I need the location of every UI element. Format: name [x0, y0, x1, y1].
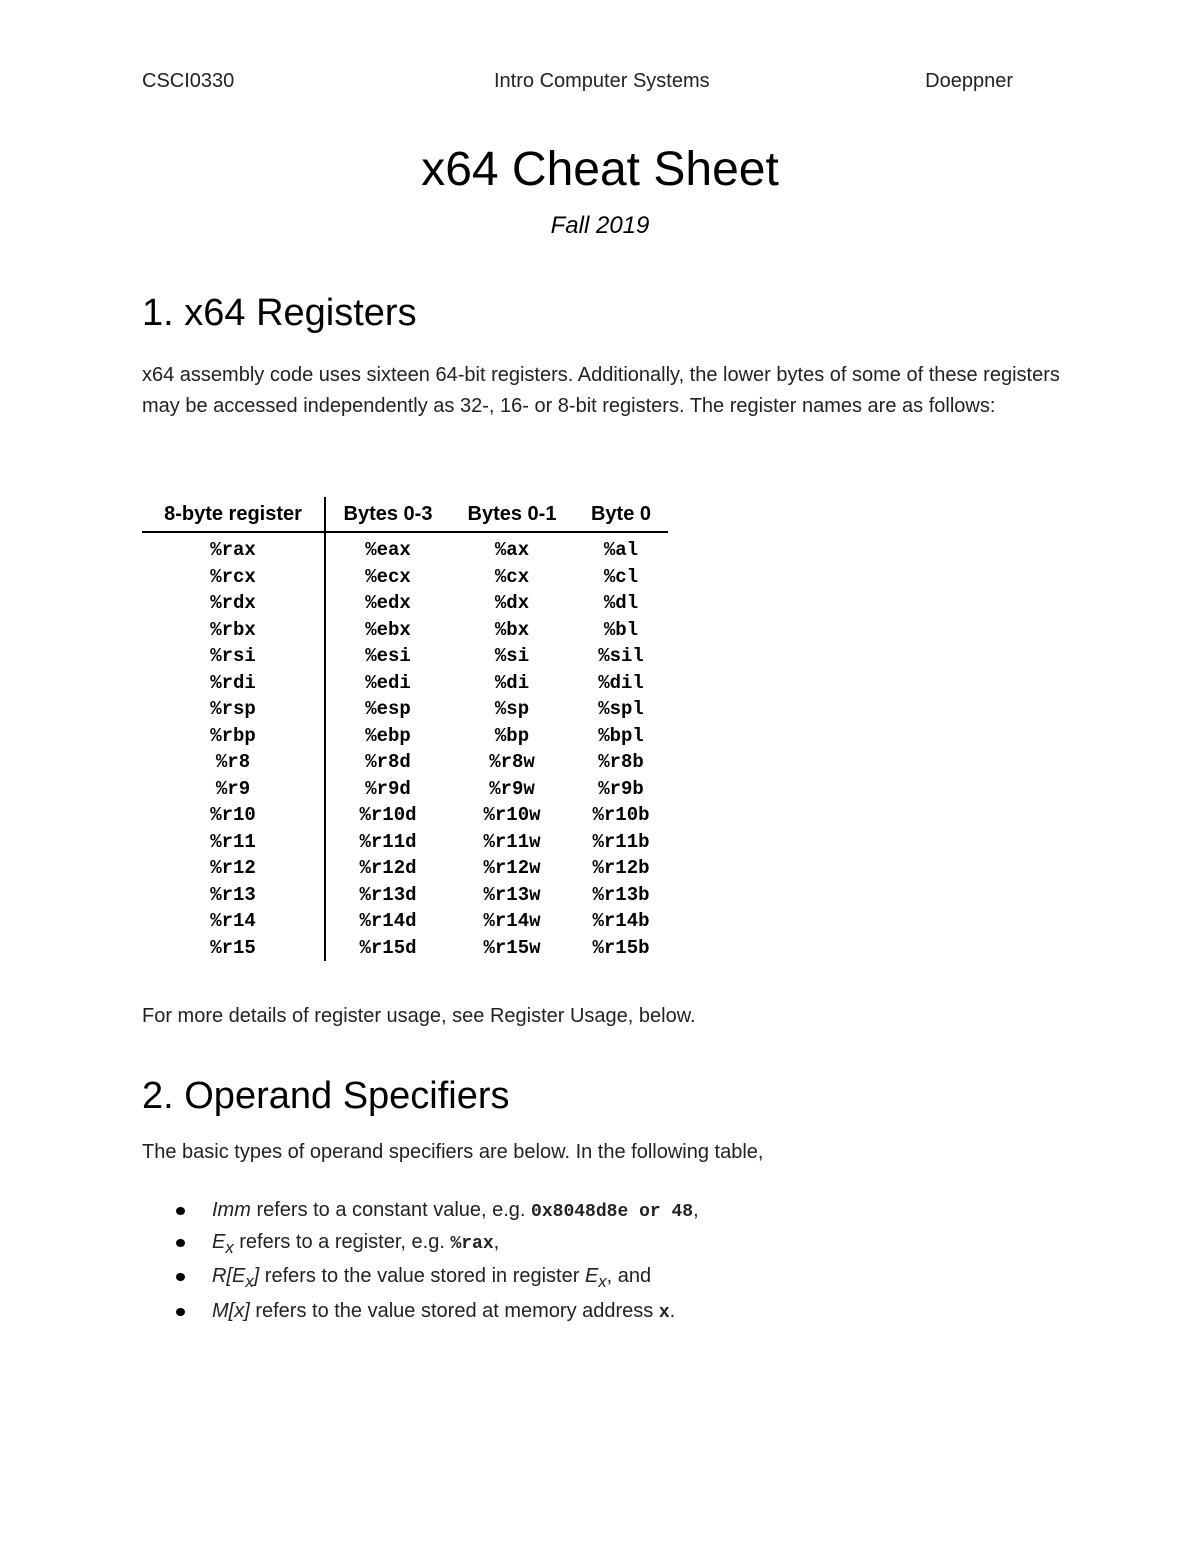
term-base: E	[212, 1230, 226, 1253]
table-row	[142, 882, 668, 909]
register-16bit-cell: %r13w	[483, 883, 541, 906]
table-row	[142, 749, 668, 776]
column-header-byte-0: Byte 0	[574, 497, 668, 532]
section-2-heading: 2. Operand Specifiers	[142, 1075, 510, 1117]
document-subtitle: Fall 2019	[550, 212, 650, 239]
register-32bit-cell: %r13d	[359, 883, 417, 906]
register-64bit-cell: %r15	[142, 935, 325, 962]
operand-specifier-list	[142, 1196, 699, 1328]
register-8bit-cell: %r8b	[598, 751, 644, 774]
register-32bit-cell: %r15d	[359, 936, 417, 959]
bullet-icon	[176, 1239, 185, 1247]
list-item-memory	[212, 1297, 699, 1329]
register-64bit-cell: %r13	[142, 882, 325, 909]
term-close: ]	[253, 1265, 260, 1287]
register-32bit-cell: %ecx	[365, 565, 411, 588]
register-32bit-cell: %r8d	[365, 751, 411, 774]
bullet-icon	[176, 1207, 185, 1215]
register-8bit-cell: %bl	[603, 618, 639, 641]
term-base: R[E	[212, 1265, 246, 1287]
table-row	[142, 532, 668, 564]
table-row	[142, 829, 668, 856]
register-8bit-cell: %r12b	[592, 857, 650, 880]
register-8bit-cell: %r13b	[592, 883, 650, 906]
register-8bit-cell: %r9b	[598, 777, 644, 800]
register-16bit-cell: %r12w	[483, 857, 541, 880]
register-64bit-cell: %r12	[142, 855, 325, 882]
bullet-icon	[176, 1273, 185, 1281]
section-2-intro: The basic types of operand specifiers are below. In the following table,	[142, 1141, 764, 1163]
register-table-header-row	[142, 497, 668, 532]
item-var: x	[658, 1302, 670, 1323]
register-64bit-cell: %rsi	[142, 643, 325, 670]
register-8bit-cell: %sil	[598, 645, 644, 668]
item-text: refers to a register, e.g.	[233, 1230, 451, 1253]
register-32bit-cell: %esi	[365, 645, 411, 668]
register-64bit-cell: %r10	[142, 802, 325, 829]
register-64bit-cell: %rcx	[142, 564, 325, 591]
header-course-code: CSCI0330	[142, 70, 235, 92]
register-64bit-cell: %r11	[142, 829, 325, 856]
register-8bit-cell: %dl	[603, 592, 639, 615]
register-8bit-cell: %dil	[598, 671, 644, 694]
register-8bit-cell: %bpl	[598, 724, 644, 747]
term-subscript: x	[225, 1237, 234, 1257]
section-1-heading: 1. x64 Registers	[142, 292, 417, 334]
register-8bit-cell: %r15b	[592, 936, 650, 959]
register-64bit-cell: %r14	[142, 908, 325, 935]
list-item-register-value	[212, 1262, 699, 1297]
item-code: %rax	[450, 1233, 494, 1254]
register-32bit-cell: %edx	[365, 592, 411, 615]
register-32bit-cell: %r12d	[359, 857, 417, 880]
item-tail: , and	[606, 1265, 652, 1287]
register-8bit-cell: %al	[603, 539, 639, 562]
register-64bit-cell: %r8	[142, 749, 325, 776]
register-16bit-cell: %r9w	[489, 777, 535, 800]
register-32bit-cell: %r14d	[359, 910, 417, 933]
ref-subscript: x	[598, 1272, 607, 1291]
table-row	[142, 696, 668, 723]
register-32bit-cell: %r9d	[365, 777, 411, 800]
item-tail: ,	[493, 1230, 500, 1253]
bullet-icon	[176, 1308, 185, 1316]
register-16bit-cell: %bp	[494, 724, 530, 747]
register-16bit-cell: %cx	[494, 565, 530, 588]
register-64bit-cell: %rdi	[142, 670, 325, 697]
item-text: refers to a constant value, e.g.	[250, 1199, 532, 1221]
register-8bit-cell: %r10b	[592, 804, 650, 827]
register-16bit-cell: %ax	[494, 539, 530, 562]
register-usage-note: For more details of register usage, see Register Usage, below.	[142, 1005, 696, 1027]
term-mx: M[x]	[212, 1299, 250, 1322]
register-16bit-cell: %si	[494, 645, 530, 668]
list-item-imm	[212, 1196, 699, 1228]
register-64bit-cell: %r9	[142, 776, 325, 803]
table-row	[142, 935, 668, 962]
table-row	[142, 617, 668, 644]
register-32bit-cell: %eax	[365, 539, 411, 562]
item-tail: ,	[693, 1199, 699, 1221]
document-title: x64 Cheat Sheet	[421, 143, 779, 196]
register-32bit-cell: %r10d	[359, 804, 417, 827]
item-text: refers to the value stored in register	[259, 1265, 585, 1287]
column-header-8-byte: 8-byte register	[142, 497, 325, 532]
register-64bit-cell: %rsp	[142, 696, 325, 723]
table-row	[142, 670, 668, 697]
table-row	[142, 643, 668, 670]
table-row	[142, 776, 668, 803]
term-imm: Imm	[212, 1199, 251, 1221]
register-16bit-cell: %r8w	[489, 751, 535, 774]
page-header	[142, 70, 1013, 98]
column-header-bytes-0-3: Bytes 0-3	[325, 497, 450, 532]
register-8bit-cell: %r11b	[592, 830, 650, 853]
register-16bit-cell: %bx	[494, 618, 530, 641]
item-ref	[584, 1265, 607, 1291]
register-64bit-cell: %rbx	[142, 617, 325, 644]
item-code: 0x8048d8e or 48	[531, 1202, 694, 1222]
table-row	[142, 564, 668, 591]
register-16bit-cell: %sp	[494, 698, 530, 721]
register-32bit-cell: %edi	[365, 671, 411, 694]
header-instructor: Doeppner	[925, 70, 1013, 92]
register-32bit-cell: %r11d	[359, 830, 417, 853]
register-16bit-cell: %di	[494, 671, 530, 694]
table-row	[142, 590, 668, 617]
register-32bit-cell: %ebp	[365, 724, 411, 747]
term-rex	[212, 1265, 260, 1291]
register-64bit-cell: %rdx	[142, 590, 325, 617]
term-subscript: x	[245, 1272, 254, 1291]
table-row	[142, 908, 668, 935]
item-tail: .	[669, 1299, 676, 1322]
register-64bit-cell: %rbp	[142, 723, 325, 750]
register-8bit-cell: %r14b	[592, 910, 650, 933]
register-64bit-cell: %rax	[142, 532, 325, 564]
table-row	[142, 855, 668, 882]
register-16bit-cell: %r15w	[483, 936, 541, 959]
register-16bit-cell: %r11w	[483, 830, 541, 853]
ref-base: E	[584, 1265, 599, 1287]
term-ex	[212, 1230, 234, 1257]
table-row	[142, 723, 668, 750]
item-text: refers to the value stored at memory address	[249, 1299, 659, 1322]
column-header-bytes-0-1: Bytes 0-1	[450, 497, 574, 532]
list-item-register	[212, 1228, 699, 1263]
register-32bit-cell: %ebx	[365, 618, 411, 641]
register-8bit-cell: %spl	[598, 698, 644, 721]
register-16bit-cell: %r10w	[483, 804, 541, 827]
register-table-body	[142, 532, 668, 961]
register-table	[142, 497, 668, 961]
register-32bit-cell: %esp	[365, 698, 411, 721]
register-16bit-cell: %r14w	[483, 910, 541, 933]
header-course-name: Intro Computer Systems	[494, 70, 710, 92]
section-1-intro: x64 assembly code uses sixteen 64-bit registers. Additionally, the lower bytes of some of these registers may be accessed independently as 32-, 16- or 8-bit registers. The register names are as follows:	[142, 364, 1060, 417]
table-row	[142, 802, 668, 829]
register-8bit-cell: %cl	[603, 565, 639, 588]
register-16bit-cell: %dx	[494, 592, 530, 615]
